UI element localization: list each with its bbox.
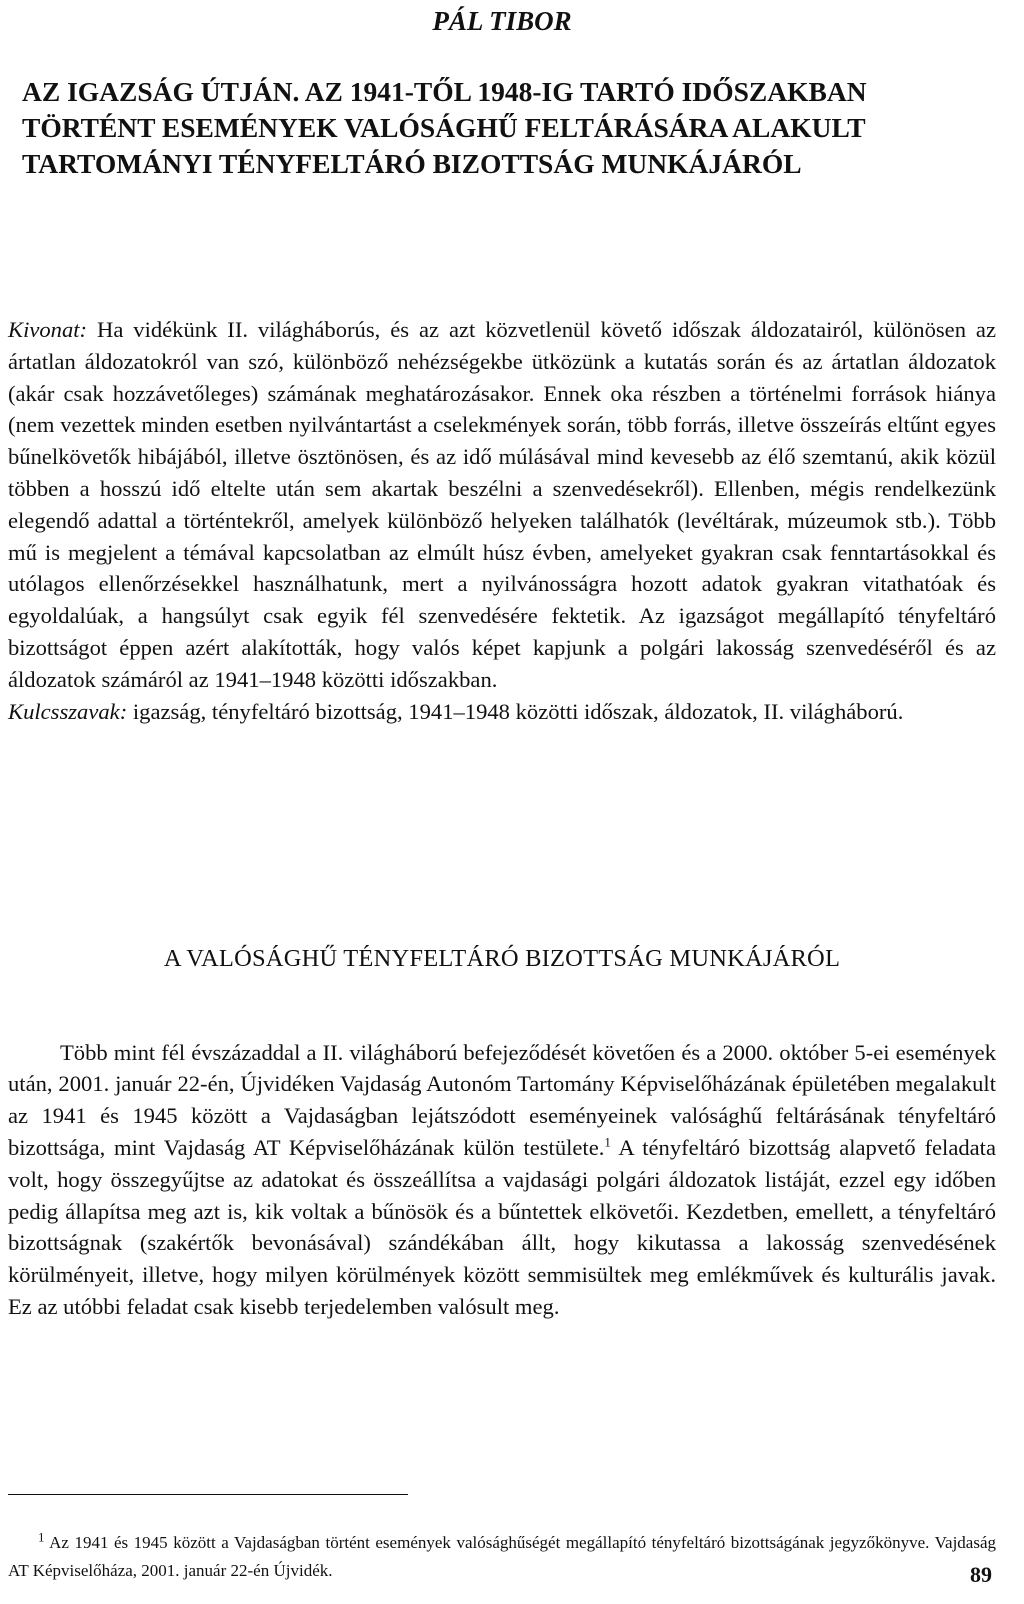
footnote-text: Az 1941 és 1945 között a Vajdaságban történt események valósághűségét megállapító tényfeltáró bizottságának jegyzőkönyve. Vajdaság AT Képviselőháza, 2001. január 22-én Újvidék. [8,1533,996,1580]
footnote [8,1529,996,1585]
keywords-label: Kulcsszavak: [8,698,128,724]
abstract-paragraph [8,314,996,696]
section-heading: A VALÓSÁGHŰ TÉNYFELTÁRÓ BIZOTTSÁG MUNKÁJÁRÓL [163,945,841,972]
body-text-part1: Több mint fél évszázaddal a II. világháború befejeződését követően és a 2000. október 5-ei események után, 2001. január 22-én, Újvidéken Vajdaság Autonóm Tartomány Képviselőházának épületében megalakult az 1941 és 1945 között a Vajdaságban lejátszódott eseményeinek valósághű feltárásának tényfeltáró bizottsága, mint Vajdaság AT Képviselőházának külön testülete. [8,1039,996,1160]
abstract-label: Kivonat: [8,317,88,342]
author-name: PÁL TIBOR [432,6,572,36]
article-title: AZ IGAZSÁG ÚTJÁN. AZ 1941-TŐL 1948-IG TARTÓ IDŐSZAKBAN TÖRTÉNT ESEMÉNYEK VALÓSÁGHŰ FELTÁRÁSÁRA ALAKULT TARTOMÁNYI TÉNYFELTÁRÓ BIZOTTSÁG MUNKÁJÁRÓL [22,76,867,179]
page-number: 89 [970,1562,992,1587]
footnote-reference[interactable]: 1 [604,1134,611,1150]
abstract-text: Ha vidékünk II. világháborús, és az azt közvetlenül követő időszak áldozatairól, különösen az ártatlan áldozatokról van szó, különböző nehézségekbe ütközünk a kutatás során és az ártatlan áldozatok (akár csak hozzávetőleges) számának meghatározásakor. Ennek oka részben a történelmi források hiánya (nem vezettek minden esetben nyilvántartást a cselekmények során, több forrás, illetve összeírás eltűnt egyes bűnelkövetők hibájából, illetve ösztönösen, és az idő múlásával mind kevesebb az élő szemtanú, akik közül többen a hosszú idő eltelte után sem akartak beszélni a szenvedésekről). Ellenben, mégis rendelkezünk elegendő adattal a történtekről, amelyek különböző helyeken találhatók (levéltárak, múzeumok stb.). Több mű is megjelent a témával kapcsolatban az elmúlt húsz évben, amelyeket gyakran csak fenntartásokkal és utólagos ellenőrzésekkel használhatunk, mert a nyilvánosságra hozott adatok gyakran vitathatóak és egyoldalúak, a hangsúlyt csak egyik fél szenvedésére fektetik. Az igazságot megállapító tényfeltáró bizottságot éppen azért alakították, hogy valós képet kapjunk a polgári lakosság szenvedéséről és az áldozatok számáról az 1941–1948 közötti időszakban. [8,317,996,692]
keywords-text: igazság, tényfeltáró bizottság, 1941–1948 közötti időszak, áldozatok, II. világháború. [127,698,904,724]
abstract [8,314,996,727]
document-page [8,0,996,1604]
footnote-divider [8,1494,408,1495]
body-paragraph [8,1037,996,1323]
keywords-paragraph [8,696,996,728]
footnote-number: 1 [38,1529,45,1545]
body-text-part2: A tényfeltáró bizottság alapvető feladata volt, hogy összegyűjtse az adatokat és összeállítsa a vajdasági polgári áldozatok listáját, ezzel egy időben pedig állapítsa meg azt is, kik voltak a bűnösök és a bűntettek elkövetői. Kezdetben, emellett, a tényfeltáró bizottságnak (szakértők bevonásával) szándékában állt, hogy kikutassa a lakosság szenvedésének körülményeit, illetve, hogy milyen körülmények között semmisültek meg emlékművek és kulturális javak. Ez az utóbbi feladat csak kisebb terjedelemben valósult meg. [8,1134,996,1319]
